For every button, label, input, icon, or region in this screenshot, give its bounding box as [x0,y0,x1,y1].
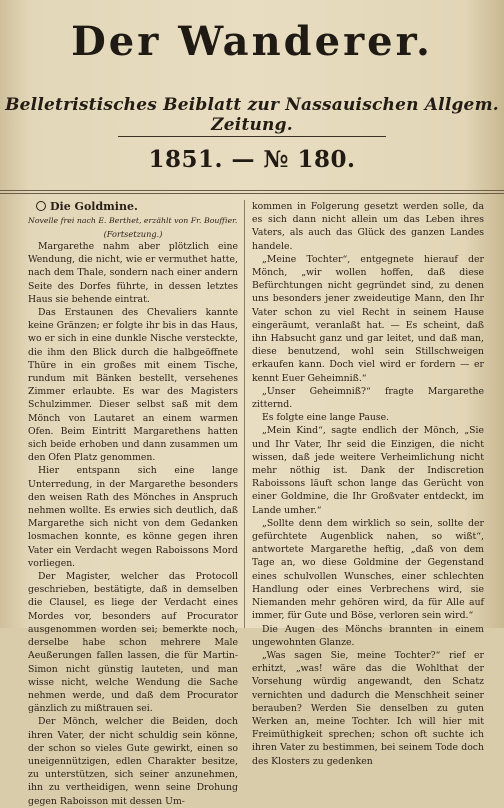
paragraph: „Sollte denn dem wirklich so sein, sollte der gefürchtete Augenblick nahen, so wißt“, antwortete Margarethe heftig, „daß von dem Tage an, wo diese Goldmine der Gegenstand eines schulvollen Wunsches, einer schlechten Handlung oder eines Verbrechens wird, sie Niemanden mehr gehören wird, da für Alle auf immer, für Gute und Böse, verloren sein wird.“ [252,517,484,622]
paragraph: Margarethe nahm aber plötzlich eine Wendung, die nicht, wie er vermuthet hatte, nach dem Thale, sondern nach einer andern Seite des Dorfes führte, in dessen letztes Haus sie behende eintrat. [28,241,238,305]
paragraph: Der Mönch, welcher die Beiden, doch ihren Vater, der nicht schuldig sein könne, der schon so vieles Gute gewirkt, einen so uneigennützigen, edlen Charakter besitze, zu unterstützen, sich seiner anzunehmen, ihn zu vertheidigen, wenn seine Drohung gegen Raboisson mit dessen Um- [28,716,238,807]
paragraph: „Mein Kind“, sagte endlich der Mönch, „Sie und Ihr Vater, Ihr seid die Einzigen, die nicht wissen, daß jede weitere Verheimlichung nicht mehr nöthig ist. Dank der Indiscretion Raboissons läuft schon lange das Gerücht von einer Goldmine, die Ihr Großvater entdeckt, im Lande umher.“ [252,425,484,516]
paragraph: „Unser Geheimniß?“ fragte Margarethe zitternd. [252,385,484,411]
paragraph: Die Augen des Mönchs brannten in einem ungewohnten Glanze. [252,623,484,648]
right-column [252,200,484,767]
paragraph: „Meine Tochter“, entgegnete hierauf der Mönch, „wir wollen hoffen, daß diese Befürchtungen nicht gegründet sind, zu denen uns besonders jener zweideutige Mann, den Ihr Vater schon zu viel Recht in seinem Hause eingeräumt, veranlaßt hat. — Es scheint, daß ihn Habsucht ganz und gar leitet, und daß man, diese benutzend, wohl sein Stillschweigen erkaufen kann. Doch viel wird er fordern — er kennt Euer Geheimniß.“ [252,253,484,384]
circle-mark-icon [36,201,46,211]
divider-rule [0,190,504,191]
continuation-note: (Fortsetzung.) [103,229,163,239]
paragraph: Das Erstaunen des Chevaliers kannte keine Gränzen; er folgte ihr bis in das Haus, wo er sich in eine dunkle Nische versteckte, die ihm den Blick durch die halbgeöffnete Thüre in ein großes mit einem Tische, rundum mit Bänken bestellt, versehenes Zimmer erlaubte. Es war des Magisters Schulzimmer. Dieser selbst saß mit dem Mönch von Lautaret an einem warmen Ofen. Beim Eintritt Margarethens hatten sich beide erhoben und dann zusammen um den Ofen Platz genommen. [28,307,238,464]
divider-rule [118,136,386,137]
paragraph: kommen in Folgerung gesetzt werden solle, da es sich dann nicht allein um das Leben ihres Vaters, als auch das Glück des ganzen Landes handele. [252,201,484,252]
paragraph: „Was sagen Sie, meine Tochter?“ rief er erhitzt, „was! wäre das die Wohlthat der Vorsehung würdig angewandt, den Schatz vernichten und dadurch die Menschheit seiner berauben? Werden Sie denselben zu guten Werken an, meine Tochter. Ich will hier mit Freimüthigkeit sprechen; schon oft suchte ich ihren Vater zu bestimmen, bei seinem Tode doch des Klosters zu gedenken [252,649,484,767]
paragraph: Der Magister, welcher das Protocoll geschrieben, bestätigte, daß in demselben die Clausel, es liege der Verdacht eines Mordes vor, besonders auf Procurator ausgenommen worden sei; bemerkte noch, derselbe habe schon mehrere Male Aeußerungen fallen lassen, die für Martin-Simon nicht günstig lauteten, und man wisse nicht, welche Wendung die Sache nehmen werde, und daß dem Procurator gänzlich zu mißtrauen sei. [28,571,238,715]
issue-line: 1851. — № 180. [148,146,356,173]
article-title [36,200,238,214]
left-column [28,200,238,807]
paragraph: Es folgte eine lange Pause. [262,412,390,424]
column-divider [244,200,245,628]
subtitle: Belletristisches Beiblatt zur Nassauischen Allgem. Zeitung. [5,95,499,135]
paragraph: Hier entspann sich eine lange Unterredung, in der Margarethe besonders den weisen Rath des Mönches in Anspruch nehmen wollte. Es erwies sich deutlich, daß Margarethe sich nicht von dem Gedanken losmachen konnte, es könne gegen ihren Vater ein Verdacht wegen Raboissons Mord vorliegen. [28,465,238,569]
article-title-text: Die Goldmine. [50,200,138,213]
masthead-title: Der Wanderer. [71,18,433,65]
article-byline: Novelle frei nach E. Berthet, erzählt von Fr. Bouffier. [28,216,238,225]
divider-rule [0,193,504,194]
